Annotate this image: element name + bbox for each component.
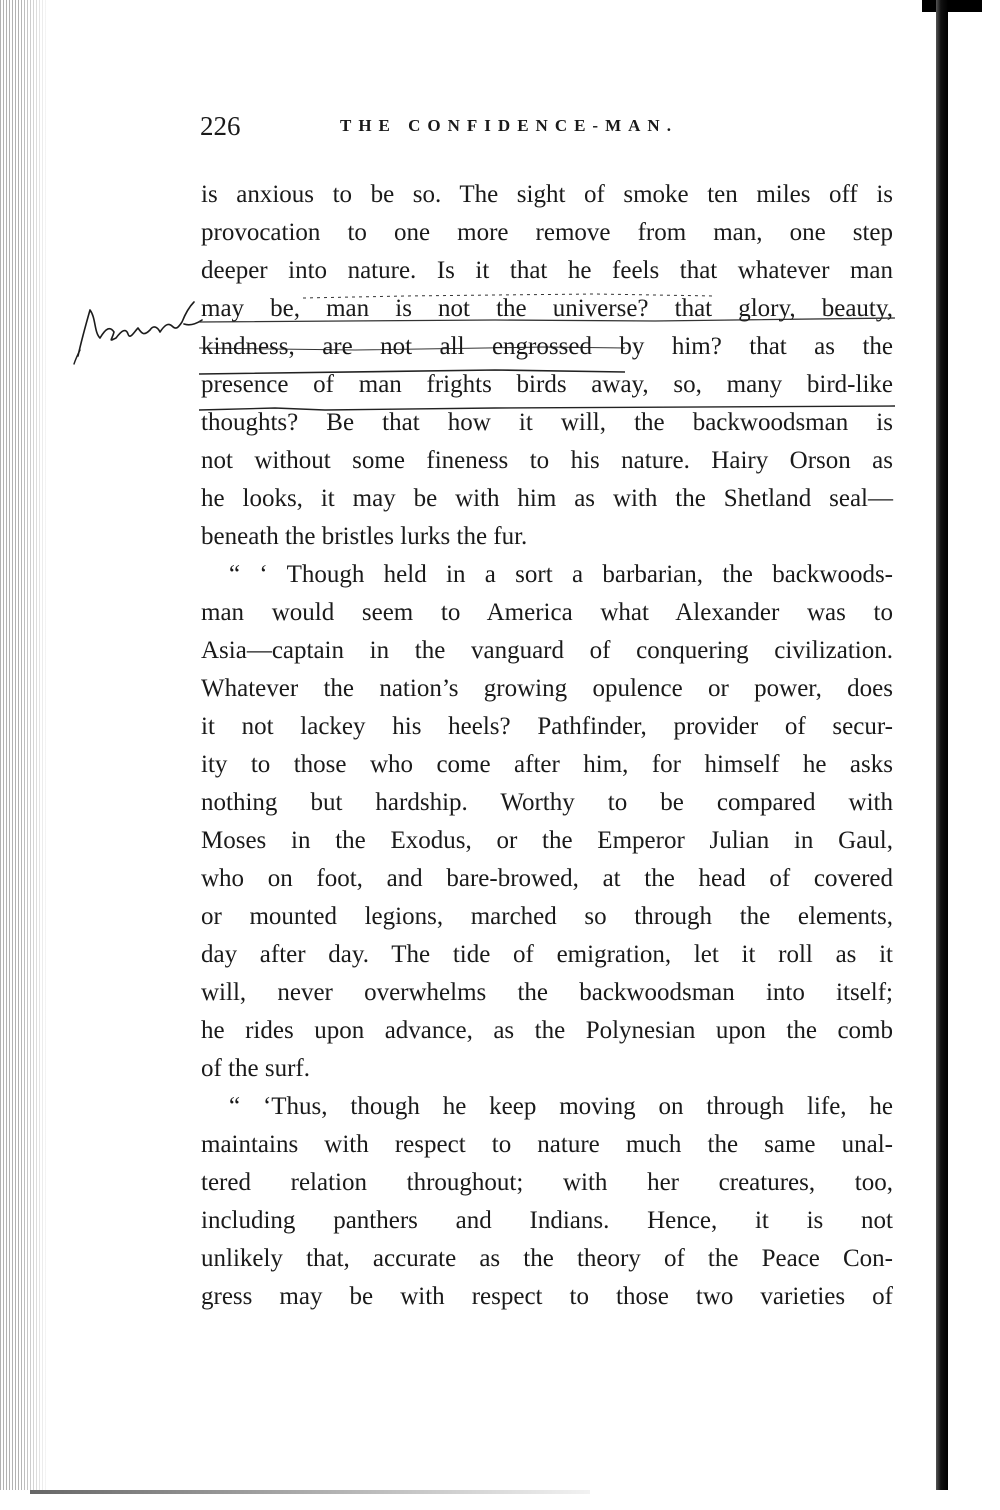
text-line: kindness, are not all engrossed by him? that as the [201, 333, 893, 360]
text-line: may be, man is not the universe? that glory, beauty, [201, 295, 893, 322]
text-line: is anxious to be so. The sight of smoke ten miles off is [201, 181, 893, 208]
text-line: it not lackey his heels? Pathfinder, provider of secur- [201, 713, 893, 740]
binding-edge-top [922, 0, 982, 12]
scan-gutter-fade [20, 0, 50, 1490]
text-line: ity to those who come after him, for himself he asks [201, 751, 893, 778]
text-line: or mounted legions, marched so through the elements, [201, 903, 893, 930]
text-line: thoughts? Be that how it will, the backwoodsman is [201, 409, 893, 436]
text-line: Asia—captain in the vanguard of conquering civilization. [201, 637, 893, 664]
text-line: beneath the bristles lurks the fur. [201, 523, 528, 550]
binding-edge-right [936, 0, 948, 1490]
text-line: not without some fineness to his nature. Hairy Orson as [201, 447, 893, 474]
text-line: man would seem to America what Alexander was to [201, 599, 893, 626]
text-line: “ ‘ Though held in a sort a barbarian, the backwoods- [229, 561, 893, 588]
text-line: unlikely that, accurate as the theory of the Peace Con- [201, 1245, 893, 1272]
text-line: Whatever the nation’s growing opulence or power, does [201, 675, 893, 702]
text-line: he rides upon advance, as the Polynesian upon the comb [201, 1017, 893, 1044]
text-line: provocation to one more remove from man, one step [201, 219, 893, 246]
text-line: of the surf. [201, 1055, 310, 1082]
text-line: presence of man frights birds away, so, many bird-like [201, 371, 893, 398]
text-line: will, never overwhelms the backwoodsman into itself; [201, 979, 893, 1006]
running-head [200, 108, 900, 144]
text-line: day after day. The tide of emigration, let it roll as it [201, 941, 893, 968]
text-line: including panthers and Indians. Hence, it is not [201, 1207, 893, 1234]
text-line: gress may be with respect to those two varieties of [201, 1283, 893, 1310]
text-line: “ ‘Thus, though he keep moving on through life, he [229, 1093, 893, 1120]
text-line: tered relation throughout; with her creatures, too, [201, 1169, 893, 1196]
text-line: Moses in the Exodus, or the Emperor Julian in Gaul, [201, 827, 893, 854]
text-line: deeper into nature. Is it that he feels that whatever man [201, 257, 893, 284]
text-line: maintains with respect to nature much the same unal- [201, 1131, 893, 1158]
text-line: nothing but hardship. Worthy to be compared with [201, 789, 893, 816]
text-body [201, 176, 893, 1316]
handwritten-margin-note [72, 298, 212, 368]
text-line: he looks, it may be with him as with the Shetland seal— [201, 485, 893, 512]
page-edge-bottom [30, 1490, 590, 1494]
text-line: who on foot, and bare-browed, at the head of covered [201, 865, 893, 892]
page-number: 226 [200, 111, 241, 141]
running-title: THE CONFIDENCE-MAN. [340, 116, 678, 135]
